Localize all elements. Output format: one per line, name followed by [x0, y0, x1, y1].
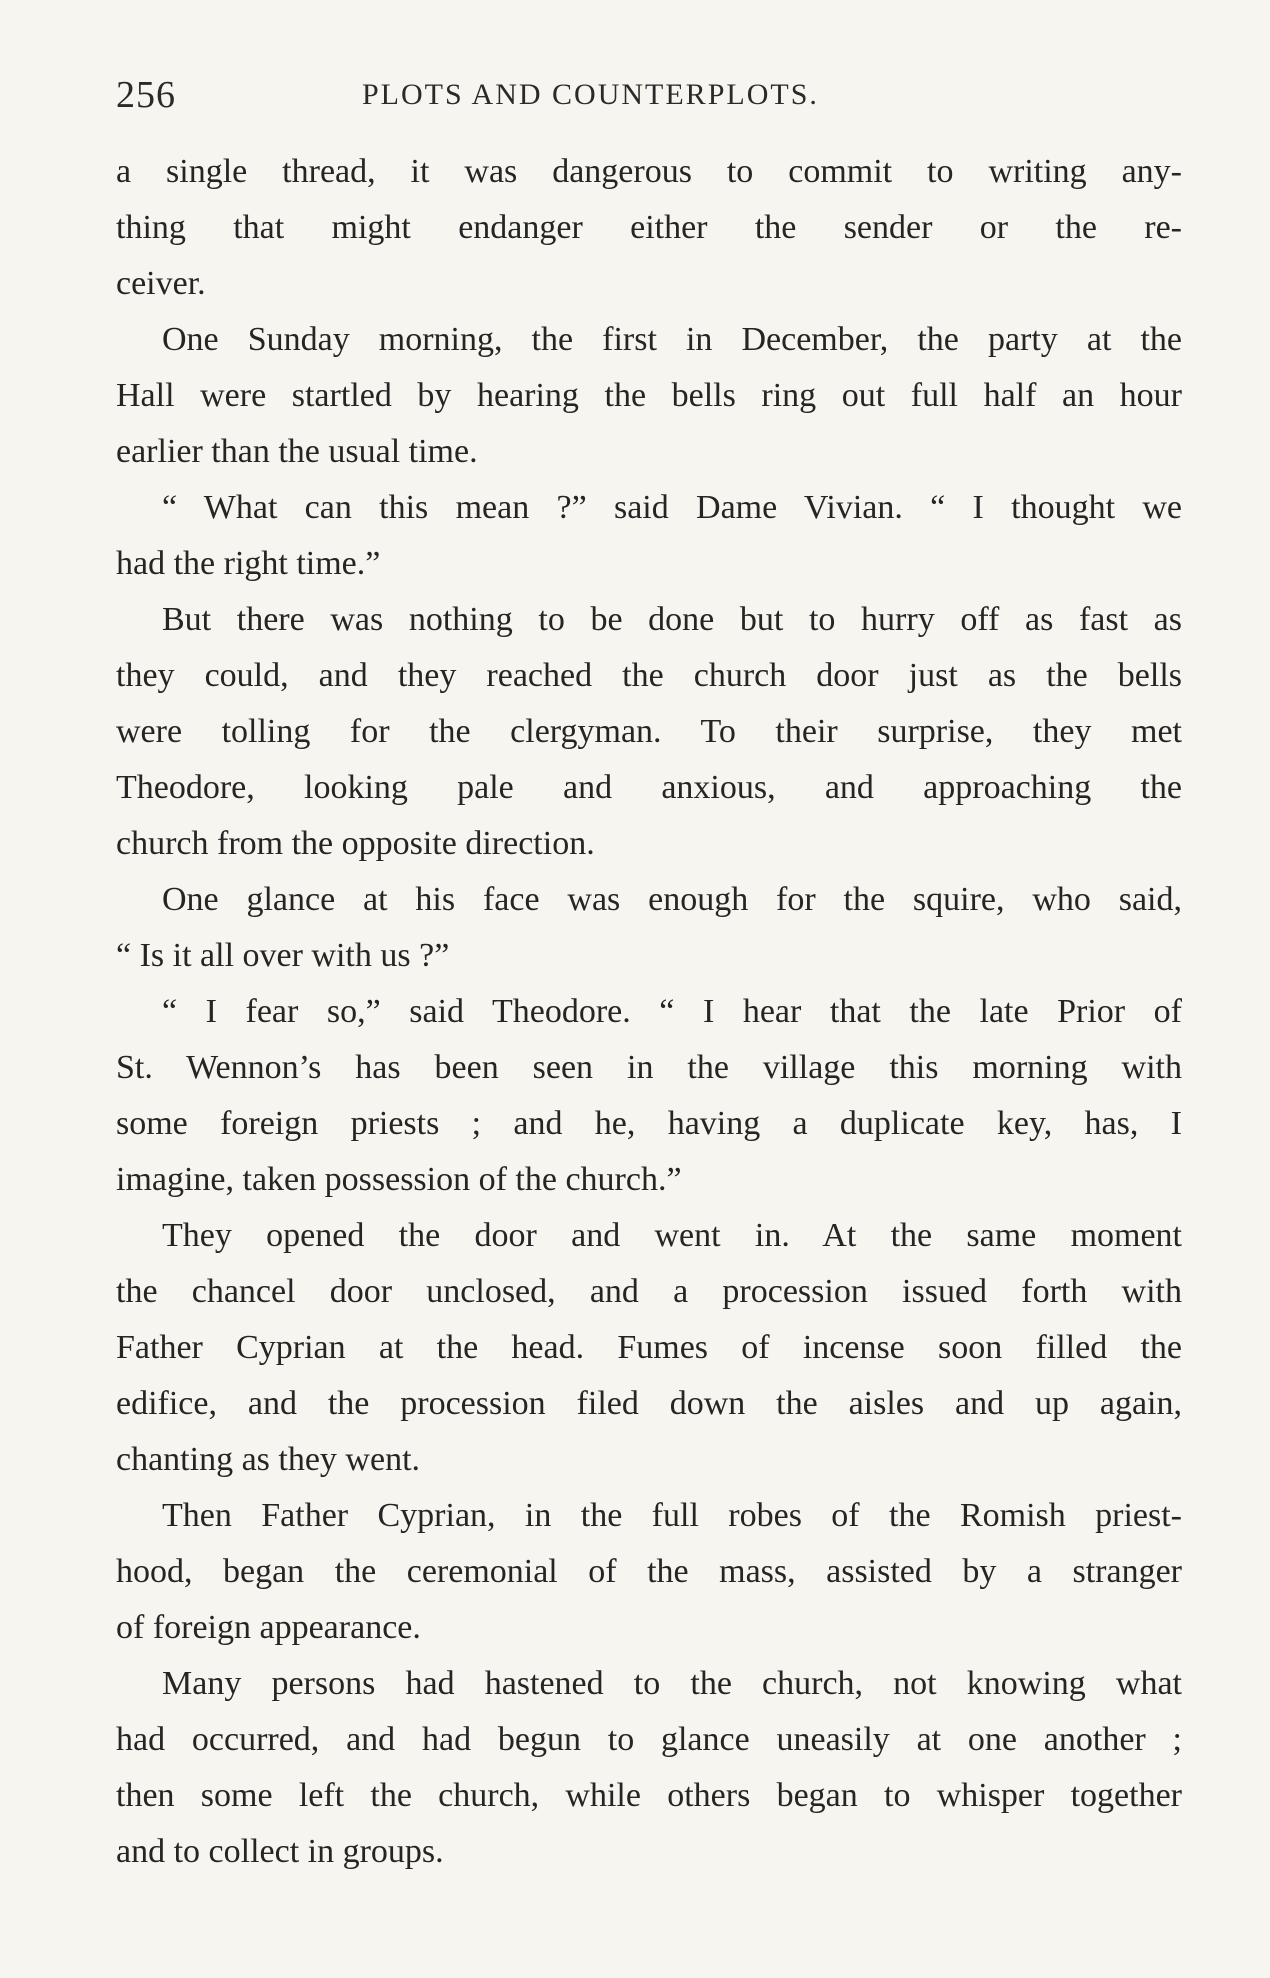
text-line: were tolling for the clergyman. To their surprise, they met: [116, 713, 1182, 750]
text-line: of foreign appearance.: [116, 1609, 421, 1646]
body-text: [116, 144, 1182, 1880]
text-line: Father Cyprian at the head. Fumes of incense soon filled the: [116, 1329, 1182, 1366]
text-line: some foreign priests ; and he, having a duplicate key, has, I: [116, 1105, 1182, 1142]
text-line: the chancel door unclosed, and a procession issued forth with: [116, 1273, 1182, 1310]
text-line: ceiver.: [116, 265, 206, 302]
text-line: Theodore, looking pale and anxious, and approaching the: [116, 769, 1182, 806]
text-line: Hall were startled by hearing the bells ring out full half an hour: [116, 377, 1182, 414]
page-number: 256: [116, 74, 176, 116]
running-title: PLOTS AND COUNTERPLOTS.: [362, 78, 819, 111]
text-line: “ What can this mean ?” said Dame Vivian. “ I thought we: [162, 489, 1182, 526]
text-line: then some left the church, while others began to whisper together: [116, 1777, 1182, 1814]
text-line: church from the opposite direction.: [116, 825, 595, 862]
text-line: “ I fear so,” said Theodore. “ I hear that the late Prior of: [162, 993, 1182, 1030]
text-line: St. Wennon’s has been seen in the village this morning with: [116, 1049, 1182, 1086]
text-line: chanting as they went.: [116, 1441, 421, 1478]
text-line: Many persons had hastened to the church, not knowing what: [162, 1665, 1182, 1702]
text-line: edifice, and the procession filed down the aisles and up again,: [116, 1385, 1182, 1422]
text-line: One Sunday morning, the first in December, the party at the: [162, 321, 1182, 358]
running-head: [116, 70, 1182, 120]
text-line: they could, and they reached the church door just as the bells: [116, 657, 1182, 694]
text-line: had occurred, and had begun to glance uneasily at one another ;: [116, 1721, 1182, 1758]
text-line: But there was nothing to be done but to hurry off as fast as: [162, 601, 1182, 638]
text-line: One glance at his face was enough for the squire, who said,: [162, 881, 1182, 918]
text-line: a single thread, it was dangerous to commit to writing any-: [116, 153, 1182, 190]
text-line: thing that might endanger either the sender or the re-: [116, 209, 1182, 246]
text-line: “ Is it all over with us ?”: [116, 937, 450, 974]
text-line: and to collect in groups.: [116, 1833, 444, 1870]
text-line: had the right time.”: [116, 545, 381, 582]
text-line: imagine, taken possession of the church.”: [116, 1161, 682, 1198]
text-line: earlier than the usual time.: [116, 433, 478, 470]
text-line: They opened the door and went in. At the same moment: [162, 1217, 1182, 1254]
text-line: Then Father Cyprian, in the full robes of the Romish priest-: [162, 1497, 1182, 1534]
text-line: hood, began the ceremonial of the mass, assisted by a stranger: [116, 1553, 1182, 1590]
